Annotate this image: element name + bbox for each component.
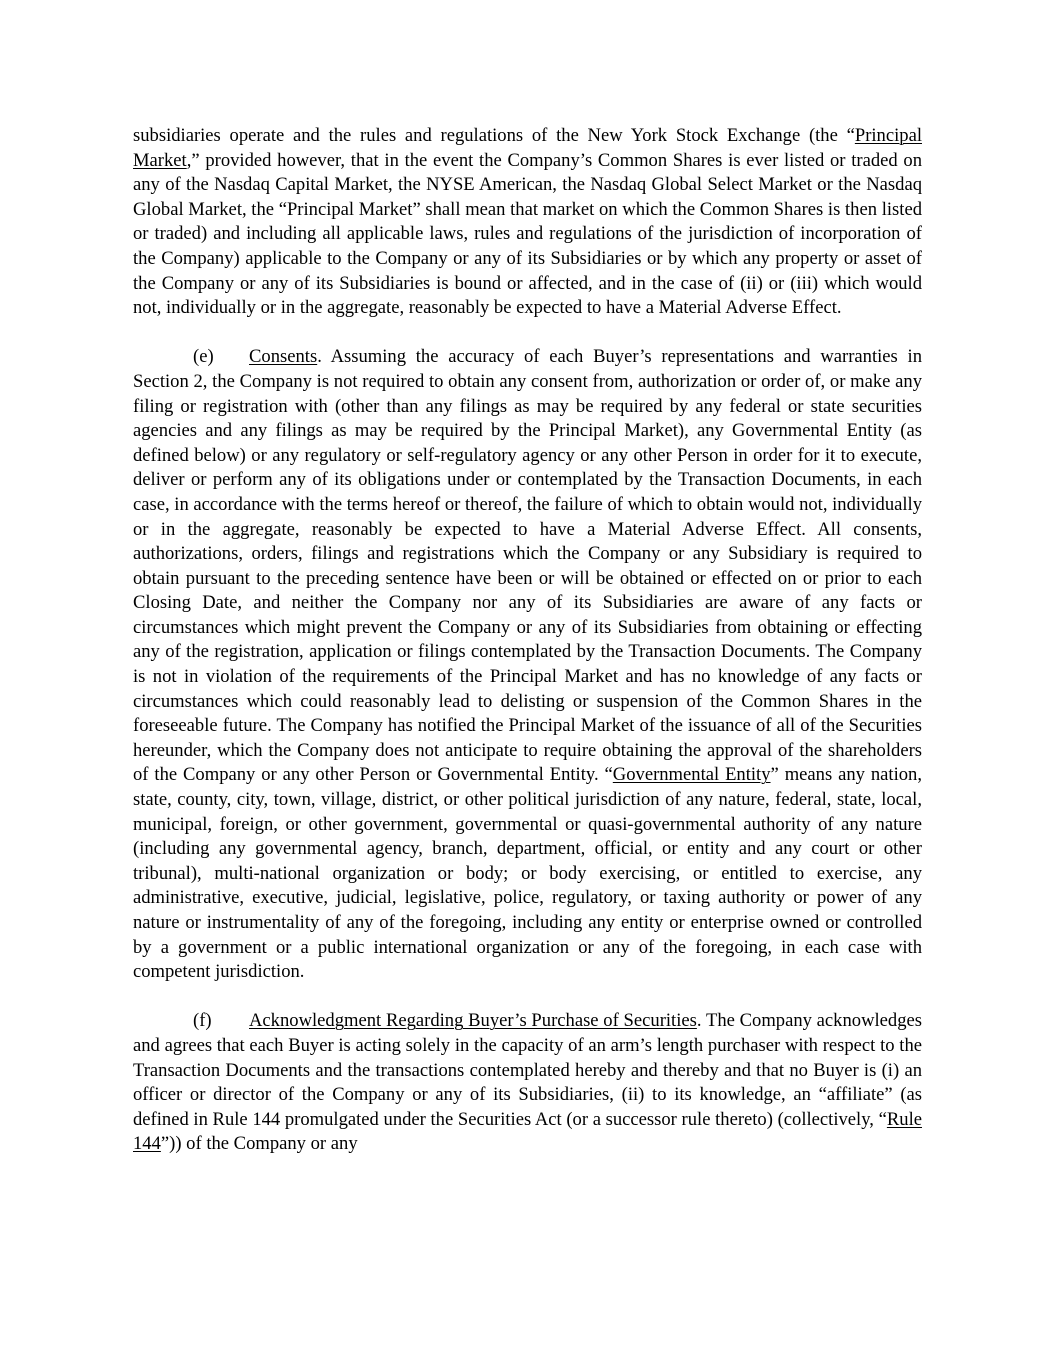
defined-term-rule-144: Rule 144 bbox=[133, 1108, 922, 1155]
paragraph-d-continued bbox=[133, 124, 922, 321]
defined-term-governmental-entity: Governmental Entity bbox=[612, 764, 771, 786]
paragraph-spacer bbox=[133, 321, 922, 346]
paragraph-text: ,” provided however, that in the event the Company’s Common Shares is ever listed or traded on any of the Nasdaq Capital Market, the NYSE American, the Nasdaq Global Select Market or the Nasdaq Global Market, the “Principal Market” shall mean that market on which the Common Shares is then listed or traded) and including all applicable laws, rules and regulations of the jurisdiction of incorporation of the Company) applicable to the Company or any of its Subsidiaries or by which any property or asset of the Company or any of its Subsidiaries is bound or affected, and in the case of (ii) or (iii) which would not, individually or in the aggregate, reasonably be expected to have a Material Adverse Effect. bbox=[133, 149, 922, 319]
paragraph-e-consents bbox=[133, 345, 922, 984]
defined-term-principal-market: Principal Market bbox=[133, 125, 922, 171]
paragraph-text: . Assuming the accuracy of each Buyer’s representations and warranties in Section 2, the Company is not required to obtain any consent from, authorization or order of, or make any filing or registration with (other than any filings as may be required by any federal or state securities agencies and any filings as may be required by the Principal Market), any Governmental Entity (as defined below) or any regulatory or self-regulatory agency or any other Person in order for it to execute, deliver or perform any of its obligations under or contemplated by the Transaction Documents, in each case, in accordance with the terms hereof or thereof, the failure of which to obtain would not, individually or in the aggregate, reasonably be expected to have a Material Adverse Effect. All consents, authorizations, orders, filings and registrations which the Company or any Subsidiary is required to obtain pursuant to the preceding sentence have been or will be obtained or effected on or prior to each Closing Date, and neither the Company nor any of its Subsidiaries are aware of any facts or circumstances which might prevent the Company or any of its Subsidiaries from obtaining or effecting any of the registration, application or filings contemplated by the Transaction Documents. The Company is not in violation of the requirements of the Principal Market and has no knowledge of any facts or circumstances which could reasonably lead to delisting or suspension of the Common Shares in the foreseeable future. The Company has notified the Principal Market of the issuance of all of the Securities hereunder, which the Company does not anticipate to require obtaining the approval of the shareholders of the Company or any other Person or Governmental Entity. “ bbox=[133, 346, 922, 786]
section-heading-consents: Consents bbox=[249, 346, 318, 368]
document-body bbox=[133, 124, 922, 1157]
paragraph-label: (f) bbox=[193, 1010, 212, 1032]
paragraph-text: subsidiaries operate and the rules and regulations of the New York Stock Exchange (the “ bbox=[133, 125, 855, 146]
paragraph-label: (e) bbox=[193, 346, 214, 368]
paragraph-text: ” means any nation, state, county, city, town, village, district, or other political jurisdiction of any nature, federal, state, local, municipal, foreign, or other government, governmental or quasi-governmental authority of any nature (including any governmental agency, branch, department, official, or entity and any court or other tribunal), multi-national organization or body; or body exercising, or entitled to exercise, any administrative, executive, judicial, legislative, police, regulatory, or taxing authority or power of any nature or instrumentality of any of the foregoing, including any entity or enterprise owned or controlled by a government or a public international organization or any of the foregoing, in each case with competent jurisdiction. bbox=[133, 764, 922, 983]
paragraph-f-acknowledgment bbox=[133, 1009, 922, 1157]
paragraph-spacer bbox=[133, 985, 922, 1010]
paragraph-text: . The Company acknowledges and agrees that each Buyer is acting solely in the capacity of an arm’s length purchaser with respect to the Transaction Documents and the transactions contemplated hereby and thereby and that no Buyer is (i) an officer or director of the Company or any of its Subsidiaries, (ii) to its knowledge, an “affiliate” (as defined in Rule 144 promulgated under the Securities Act (or a successor rule thereto) (collectively, “ bbox=[133, 1010, 923, 1130]
paragraph-text: ”)) of the Company or any bbox=[160, 1133, 358, 1155]
section-heading-acknowledgment: Acknowledgment Regarding Buyer’s Purchase of Securities bbox=[249, 1010, 697, 1032]
